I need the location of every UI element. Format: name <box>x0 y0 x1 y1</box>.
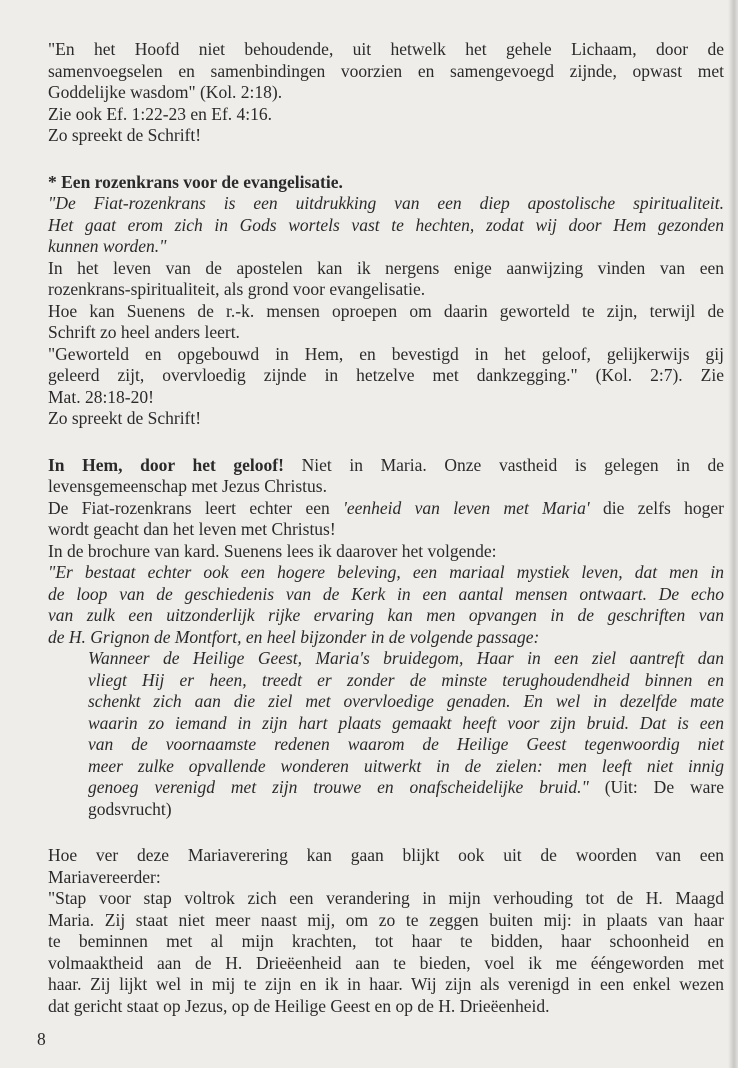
italic-text: vliegt Hij er heen, treedt er zonder de minste terughoudendheid binnen en <box>88 669 724 690</box>
text-line <box>48 125 724 147</box>
text: rozenkrans-spiritualiteit, als grond voor evangelisatie. <box>48 279 426 299</box>
text: wordt geacht dan het leven met Christus! <box>48 519 336 539</box>
italic-text: genoeg verenigd met zijn trouwe en onafscheidelijke bruid." <box>88 777 589 797</box>
text: Zo spreekt de Schrift! <box>48 125 202 145</box>
text: haar. Zij lijkt wel in mij te zijn en ik in haar. Wij zijn als verenigd in een enkel wezen <box>48 974 724 994</box>
italic-text: de H. Grignon de Montfort, en heel bijzonder in de volgende passage: <box>48 626 540 647</box>
page-edge-shadow <box>728 0 738 1068</box>
text-line <box>48 519 724 541</box>
text-line <box>48 605 724 627</box>
italic-text: meer zulke opvallende wonderen uitwerkt in de zielen: men leeft niet innig <box>88 755 724 776</box>
text: Schrift zo heel anders leert. <box>48 322 240 342</box>
text-line <box>48 408 724 430</box>
text: Niet in Maria. Onze vastheid is gelegen in de <box>283 454 725 475</box>
text: "Stap voor stap voltrok zich een verandering in mijn verhouding tot de H. Maagd <box>48 888 724 908</box>
paragraph <box>48 408 724 430</box>
text: In het leven van de apostelen kan ik nergens enige aanwijzing vinden van een <box>48 257 724 278</box>
text: Goddelijke wasdom" (Kol. 2:18). <box>48 82 283 102</box>
text-line <box>48 910 724 932</box>
bold-text: * Een rozenkrans voor de evangelisatie. <box>48 171 343 192</box>
text-line <box>48 888 724 910</box>
block-quote <box>88 648 724 820</box>
italic-text: "De Fiat-rozenkrans is een uitdrukking van een diep apostolische spiritualiteit. <box>48 193 724 213</box>
italic-text: kunnen worden." <box>48 236 167 256</box>
text: levensgemeenschap met Jezus Christus. <box>48 476 327 496</box>
text-line <box>48 344 724 366</box>
text-line <box>48 301 724 323</box>
italic-text: 'eenheid van leven met Maria' <box>343 497 590 518</box>
text: dat gericht staat op Jezus, op de Heilige Geest en op de H. Drieëenheid. <box>48 995 550 1016</box>
text-line <box>48 845 724 867</box>
text: In de brochure van kard. Suenens lees ik daarover het volgende: <box>48 540 497 561</box>
text: Mariavereerder: <box>48 866 161 887</box>
text-line <box>48 39 724 61</box>
text: (Uit: De ware <box>588 777 724 797</box>
text-section <box>48 455 724 821</box>
text: Zie ook Ef. 1:22-23 en Ef. 4:16. <box>48 103 273 124</box>
text-line <box>48 215 724 237</box>
text-line <box>88 670 724 692</box>
text-line <box>48 562 724 584</box>
text: De Fiat-rozenkrans leert echter een <box>48 497 344 518</box>
paragraph <box>48 301 724 344</box>
page-body <box>48 39 724 1042</box>
paragraph <box>48 541 724 563</box>
paragraph <box>48 258 724 301</box>
paragraph <box>48 845 724 888</box>
text-line <box>48 322 724 344</box>
text-line <box>48 279 724 301</box>
text: Hoe ver deze Mariaverering kan gaan blijkt ook uit de woorden van een <box>48 845 724 865</box>
text-line <box>88 756 724 778</box>
paragraph <box>48 455 724 498</box>
text: "Geworteld en opgebouwd in Hem, en bevestigd in het geloof, gelijkerwijs gij <box>48 343 724 364</box>
italic-text: van de voornaamste redenen waarom de Heilige Geest tegenwoordig niet <box>88 734 724 754</box>
text-line <box>48 931 724 953</box>
text-line <box>48 104 724 126</box>
paragraph <box>48 344 724 409</box>
italic-text: schenkt zich aan die ziel met overvloedige genaden. En wel in dezelfde mate <box>88 691 724 711</box>
text-line <box>48 236 724 258</box>
text: "En het Hoofd niet behoudende, uit hetwelk het gehele Lichaam, door de <box>48 39 724 59</box>
paragraph <box>48 39 724 104</box>
italic-text: "Er bestaat echter ook een hogere beleving, een mariaal mystiek leven, dat men in <box>48 562 724 582</box>
text-line <box>48 627 724 649</box>
text: volmaaktheid aan de H. Drieëenheid aan te bieden, voel ik me ééngeworden met <box>48 952 724 973</box>
text: Maria. Zij staat niet meer naast mij, om zo te zeggen buiten mij: in plaats van haar <box>48 909 724 930</box>
text-line <box>48 584 724 606</box>
text-line <box>48 974 724 996</box>
text-section <box>48 845 724 1017</box>
text: geleerd zijt, overvloedig zijnde in hetzelve met dankzegging." (Kol. 2:7). Zie <box>48 365 724 385</box>
text-line <box>48 365 724 387</box>
text: Zo spreekt de Schrift! <box>48 408 202 428</box>
paragraph <box>48 562 724 648</box>
text-line <box>88 713 724 735</box>
text-line <box>48 61 724 83</box>
text-line <box>48 82 724 104</box>
text-line <box>48 996 724 1018</box>
text-line <box>88 799 724 821</box>
italic-text: Het gaat erom zich in Gods wortels vast te hechten, zodat wij door Hem gezonden <box>48 214 724 235</box>
text: Mat. 28:18-20! <box>48 386 154 407</box>
text-line <box>88 734 724 756</box>
text-section <box>48 172 724 430</box>
text: te beminnen met al mijn krachten, tot haar te bidden, haar schoonheid en <box>48 931 724 951</box>
text-line <box>48 498 724 520</box>
paragraph <box>48 498 724 541</box>
text-line <box>88 777 724 799</box>
paragraph <box>48 104 724 126</box>
italic-text: van zulk een uitzonderlijk rijke ervaring kan men opvangen in de geschriften van <box>48 605 724 625</box>
text-line <box>48 953 724 975</box>
text-line <box>48 258 724 280</box>
text: die zelfs hoger <box>589 497 724 518</box>
page-number: 8 <box>37 1029 46 1049</box>
text: Hoe kan Suenens de r.-k. mensen oproepen om daarin geworteld te zijn, terwijl de <box>48 300 724 321</box>
text-line <box>48 541 724 563</box>
text-line <box>88 648 724 670</box>
text-line <box>48 193 724 215</box>
paragraph <box>48 172 724 194</box>
text-line <box>48 387 724 409</box>
text: samenvoegselen en samenbindingen voorzien en samengevoegd zijnde, opwast met <box>48 60 724 81</box>
italic-text: de loop van de geschiedenis van de Kerk in een aantal mensen ontwaart. De echo <box>48 583 724 604</box>
italic-text: waarin zo iemand in zijn hart plaats gemaakt heeft voor zijn bruid. Dat is een <box>88 712 724 733</box>
paragraph <box>48 888 724 1017</box>
paragraph <box>48 125 724 147</box>
bold-text: In Hem, door het geloof! <box>48 454 284 475</box>
text-line <box>88 691 724 713</box>
text-line <box>48 172 724 194</box>
text: godsvrucht) <box>88 798 172 819</box>
text-line <box>48 476 724 498</box>
paragraph <box>48 193 724 258</box>
italic-text: Wanneer de Heilige Geest, Maria's bruidegom, Haar in een ziel aantreft dan <box>88 648 724 668</box>
text-line <box>48 867 724 889</box>
text-section <box>48 39 724 147</box>
text-line <box>48 455 724 477</box>
